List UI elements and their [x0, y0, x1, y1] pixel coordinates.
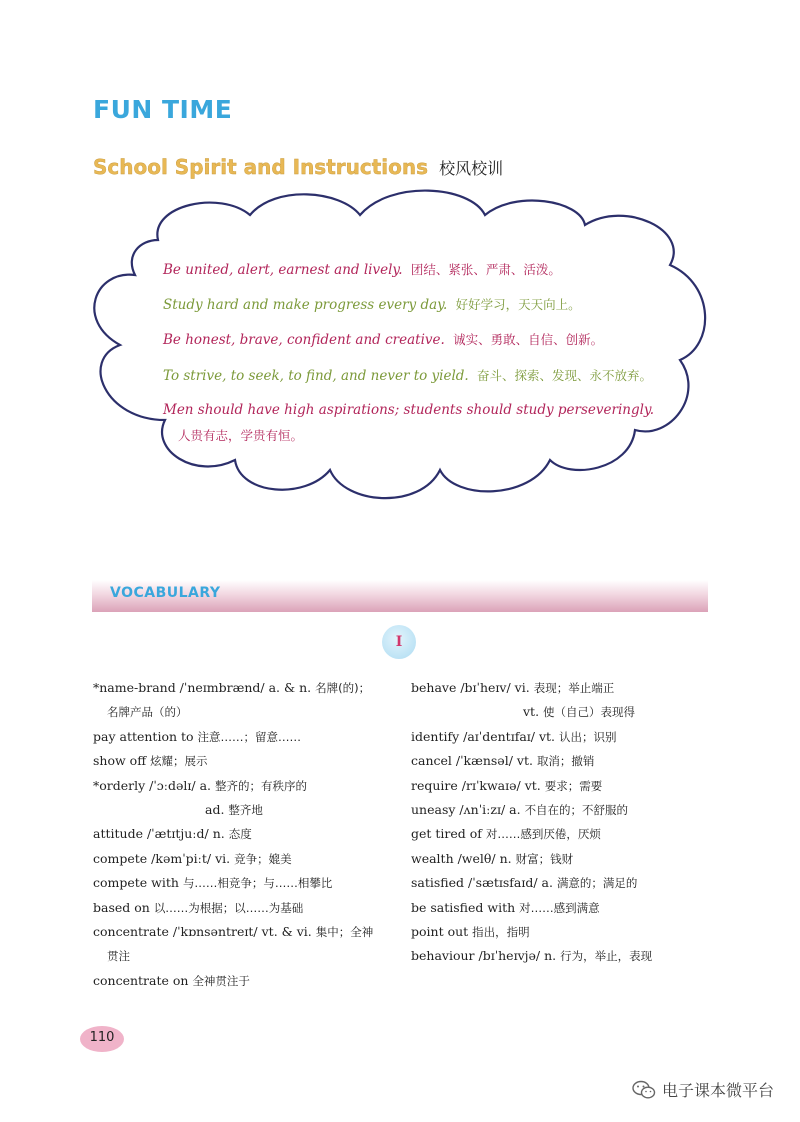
- vocab-headword: require /rɪˈkwaɪə/ vt.: [411, 777, 541, 793]
- vocab-entry: [93, 896, 393, 920]
- motto-4-zh: 奋斗、探索、发现、永不放弃。: [477, 368, 653, 383]
- motto-5-zh: 人贵有志，学贵有恒。: [178, 428, 304, 443]
- vocab-entry: [93, 871, 393, 895]
- vocab-headword: *name-brand /ˈneɪmbrænd/ a. & n.: [93, 680, 312, 695]
- vocab-entry: [411, 774, 711, 798]
- vocab-entry: [93, 944, 393, 968]
- vocab-entry: [93, 969, 393, 993]
- vocab-headword: uneasy /ʌnˈiːzɪ/ a.: [411, 802, 521, 818]
- vocab-definition: 注意……；留意……: [197, 729, 302, 744]
- vocab-headword: behaviour /bɪˈheɪvjə/ n.: [411, 948, 557, 964]
- vocab-headword: concentrate /ˈkɒnsəntreɪt/ vt. & vi.: [93, 924, 312, 940]
- wechat-icon: [632, 1080, 656, 1100]
- vocab-definition: 整齐的；有秩序的: [215, 778, 308, 793]
- vocab-entry: [411, 847, 711, 871]
- vocab-entry: [411, 798, 711, 822]
- motto-3: [163, 330, 603, 348]
- vocab-definition: 认出；识别: [559, 729, 617, 744]
- unit-badge: I: [382, 625, 416, 659]
- motto-cloud: [0, 0, 800, 560]
- vocab-definition: 整齐地: [228, 803, 263, 818]
- motto-1-zh: 团结、紧张、严肃、活泼。: [410, 262, 561, 277]
- motto-1-en: Be united, alert, earnest and lively.: [163, 262, 403, 278]
- vocab-entry: [411, 700, 711, 724]
- watermark: [632, 1078, 774, 1101]
- motto-5-en: Men should have high aspirations; students should study perseveringly.: [163, 402, 655, 418]
- vocab-headword: ad.: [205, 802, 225, 818]
- vocabulary-column-right: [411, 676, 711, 969]
- vocab-entry: [411, 896, 711, 920]
- vocab-entry: [93, 676, 393, 700]
- vocab-entry: [93, 725, 393, 749]
- vocab-entry: [411, 725, 711, 749]
- vocab-definition: 取消；撤销: [536, 754, 595, 769]
- vocab-headword: behave /bɪˈheɪv/ vi.: [411, 680, 530, 695]
- vocab-definition: 使（自己）表现得: [543, 705, 636, 720]
- vocab-headword: compete with: [93, 875, 179, 891]
- vocabulary-heading: VOCABULARY: [110, 585, 221, 601]
- vocab-definition: 满意的；满足的: [556, 876, 638, 891]
- vocab-headword: concentrate on: [93, 972, 189, 988]
- vocab-definition: 指出，指明: [472, 925, 530, 940]
- vocab-entry: [411, 822, 711, 846]
- vocab-headword: wealth /welθ/ n.: [411, 850, 512, 866]
- page-number: 110: [89, 1030, 115, 1045]
- vocab-entry: [411, 676, 711, 700]
- vocab-definition: 炫耀；展示: [150, 754, 208, 769]
- vocab-headword: show off: [93, 753, 147, 769]
- vocab-definition: 全神贯注于: [192, 973, 250, 988]
- motto-3-en: Be honest, brave, confident and creative.: [163, 332, 445, 348]
- section-title-zh: 校风校训: [439, 159, 504, 178]
- vocab-entry: [411, 944, 711, 968]
- vocab-definition: 行为，举止，表现: [560, 949, 653, 964]
- page-title: FUN TIME: [93, 95, 233, 124]
- motto-1: [163, 260, 561, 278]
- vocab-headword: cancel /ˈkænsəl/ vt.: [411, 753, 533, 769]
- vocab-definition: 财富；钱财: [515, 851, 574, 866]
- vocab-entry: [93, 774, 393, 798]
- vocabulary-column-left: [93, 676, 393, 993]
- vocab-entry: [93, 749, 393, 773]
- motto-2-zh: 好好学习，天天向上。: [455, 297, 581, 312]
- vocab-headword: get tired of: [411, 826, 482, 842]
- vocab-entry: [93, 700, 393, 724]
- watermark-text: 电子课本微平台: [661, 1081, 774, 1100]
- vocab-definition: 态度: [228, 827, 252, 842]
- section-title-en: School Spirit and Instructions: [93, 155, 429, 179]
- vocab-entry: [93, 822, 393, 846]
- vocab-entry: [411, 871, 711, 895]
- vocab-definition: 贯注: [107, 949, 130, 964]
- vocab-headword: pay attention to: [93, 728, 194, 744]
- vocab-definition: 以……为根据；以……为基础: [153, 900, 304, 915]
- vocab-definition: 表现；举止端正: [533, 681, 615, 695]
- vocab-definition: 对……感到满意: [519, 900, 600, 915]
- vocab-headword: based on: [93, 899, 150, 915]
- vocab-headword: attitude /ˈætɪtjuːd/ n.: [93, 826, 225, 842]
- vocab-definition: 竞争；媲美: [234, 851, 292, 866]
- motto-2: [163, 295, 581, 313]
- vocab-entry: [93, 798, 393, 822]
- motto-5: [163, 402, 654, 418]
- vocab-headword: satisfied /ˈsætɪsfaɪd/ a.: [411, 875, 553, 891]
- vocab-headword: identify /aɪˈdentɪfaɪ/ vt.: [411, 728, 556, 744]
- motto-4: [163, 366, 652, 384]
- vocab-headword: *orderly /ˈɔːdəlɪ/ a.: [93, 777, 212, 793]
- vocab-headword: point out: [411, 924, 469, 940]
- vocab-entry: [411, 749, 711, 773]
- vocab-definition: 不自在的；不舒服的: [524, 803, 629, 818]
- vocab-headword: be satisfied with: [411, 899, 516, 915]
- vocab-entry: [93, 847, 393, 871]
- vocab-definition: 集中；全神: [315, 925, 374, 940]
- vocab-entry: [411, 920, 711, 944]
- vocab-definition: 名牌产品（的）: [107, 705, 188, 720]
- motto-2-en: Study hard and make progress every day.: [163, 297, 448, 313]
- vocab-entry: [93, 920, 393, 944]
- vocab-definition: 与……相竞争；与……相攀比: [182, 876, 333, 891]
- vocab-definition: 要求；需要: [544, 778, 603, 793]
- vocab-definition: 对……感到厌倦，厌烦: [485, 827, 601, 842]
- vocab-headword: vt.: [523, 704, 540, 720]
- vocab-headword: compete /kəmˈpiːt/ vi.: [93, 850, 231, 866]
- motto-3-zh: 诚实、勇敢、自信、创新。: [453, 332, 604, 347]
- motto-4-en: To strive, to seek, to find, and never to yield.: [163, 368, 469, 384]
- vocab-definition: 名牌(的)；: [315, 681, 371, 695]
